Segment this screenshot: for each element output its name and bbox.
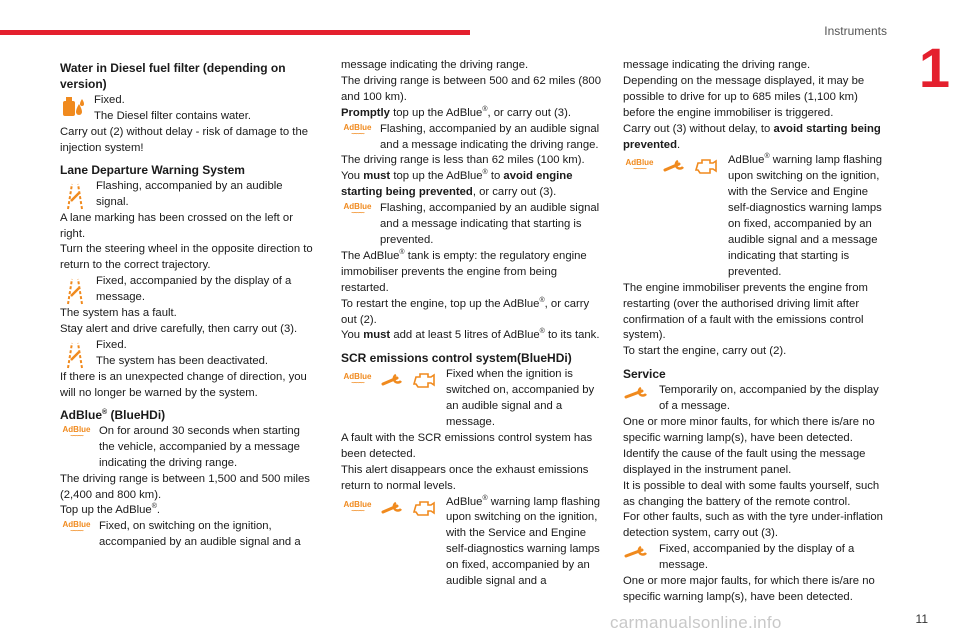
adblue-lamp-row-1: [60, 424, 318, 472]
text: One or more minor faults, for which there is/are no specific warning lamp(s), have been detected.: [623, 416, 875, 444]
text: Stay alert and drive carefully, then carry out (3).: [60, 323, 298, 336]
scr-lamp-row-1: [341, 367, 605, 431]
text: AdBlue: [625, 158, 654, 168]
service-wrench-icon: [380, 500, 406, 516]
service-wrench-icon: [623, 544, 653, 560]
water-lamp-row: [60, 93, 318, 125]
text: Fixed, accompanied by the display of a message.: [659, 543, 855, 572]
text: To start the engine, carry out (2).: [623, 345, 787, 358]
text: AdBlue: [62, 520, 91, 530]
text: For other faults, such as with the tyre under-inflation detection system, carry out (3).: [623, 511, 883, 540]
adblue-icon: [623, 159, 656, 173]
text: AdBlue: [62, 424, 91, 434]
adblue-icon: [341, 501, 374, 515]
text: ~~~~~: [70, 529, 83, 536]
text: On for around 30 seconds when starting the vehicle, accompanied by a message indicating the driving range.: [99, 424, 300, 469]
text: ~~~~~: [70, 433, 83, 440]
text: Identify the cause of the fault using the message displayed in the instrument panel.: [623, 447, 866, 476]
text: AdBlue: [343, 372, 372, 382]
text: The system has a fault.: [60, 307, 177, 320]
text: Flashing, accompanied by an audible signal and a message indicating the driving range.: [380, 122, 600, 151]
text: AdBlue: [343, 499, 372, 509]
text: One or more major faults, for which there is/are no specific warning lamp(s), have been detected.: [623, 575, 875, 603]
text: ~~~~~: [351, 211, 364, 218]
adblue-icon: [60, 426, 93, 440]
text: ~~~~~: [351, 381, 364, 388]
service-wrench-icon: [380, 372, 406, 388]
text: Flashing, accompanied by an audible signal and a message indicating that starting is prevented.: [380, 202, 600, 246]
engine-icon: [412, 497, 440, 519]
lane-lamp-row-3: [60, 338, 318, 370]
text: You must add at least 5 litres of AdBlue® to its tank.: [341, 328, 600, 342]
section-title: Instruments: [824, 24, 887, 38]
text: Flashing, accompanied by an audible signal.: [96, 179, 283, 208]
adblue-lamp-row-5: [623, 153, 887, 280]
scr-lamp-row-2: [341, 495, 605, 590]
service-wrench-icon: [623, 385, 653, 401]
text: ~~~~~: [351, 508, 364, 515]
watermark: carmanualsonline.info: [610, 613, 782, 632]
text: AdBlue: [343, 202, 372, 212]
text: ~~~~~: [633, 167, 646, 174]
text: The driving range is less than 62 miles (100 km).: [341, 154, 585, 167]
text: AdBlue: [60, 407, 102, 422]
text: The AdBlue® tank is empty: the regulatory engine immobiliser prevents the engine from being restarted.: [341, 249, 587, 294]
adblue-lamp-row-3: [341, 122, 605, 154]
lane-departure-icon: [60, 276, 90, 306]
text: Carry out (2) without delay - risk of damage to the injection system!: [60, 125, 309, 154]
text: This alert disappears once the exhaust emissions return to normal levels.: [341, 463, 589, 492]
text: A lane marking has been crossed on the left or right.: [60, 211, 293, 240]
adblue-icon: [341, 124, 374, 138]
chapter-number: 1: [918, 36, 950, 99]
text: If there is an unexpected change of direction, you will no longer be warned by the system.: [60, 371, 307, 399]
text: Fixed.: [94, 94, 125, 106]
text: The engine immobiliser prevents the engine from restarting (over the authorised driving limit after confirmation of a fault with the emissions control system).: [623, 281, 868, 342]
header-accent-bar: [0, 30, 470, 35]
lane-heading: Lane Departure Warning System: [60, 162, 245, 177]
adblue-lamp-row-2: [60, 519, 318, 551]
text: The system has been deactivated.: [96, 354, 269, 367]
adblue-lamp-row-4: [341, 201, 605, 249]
text: It is possible to deal with some faults yourself, such as changing the battery of the remote control.: [623, 479, 880, 508]
text: Fixed, on switching on the ignition, accompanied by an audible signal and a: [99, 520, 301, 549]
service-heading: Service: [623, 367, 666, 382]
page-number: 11: [915, 612, 928, 626]
adblue-icon: [60, 521, 93, 535]
text: ~~~~~: [351, 131, 364, 138]
column-3: [623, 58, 887, 606]
text: Carry out (3) without delay, to avoid starting being prevented.: [623, 122, 881, 151]
service-lamp-row-1: [623, 383, 887, 415]
text: The driving range is between 500 and 62 miles (800 and 100 km).: [341, 74, 601, 103]
text: AdBlue: [343, 122, 372, 132]
text: To restart the engine, top up the AdBlue®, or carry out (2).: [341, 296, 590, 326]
adblue-icon: [341, 203, 374, 217]
text: AdBlue® warning lamp flashing upon switching on the ignition, with the Service and Engine self-diagnostics warning lamps on fixed, accompanied by an audible signal and a: [446, 494, 601, 588]
text: message indicating the driving range.: [623, 59, 811, 71]
text: (BlueHDi): [107, 407, 166, 422]
text: Temporarily on, accompanied by the display of a message.: [659, 384, 879, 413]
text: Turn the steering wheel in the opposite direction to return to the correct trajectory.: [60, 243, 313, 272]
engine-icon: [694, 155, 722, 177]
column-2: [341, 58, 605, 590]
text: message indicating the driving range.: [341, 59, 529, 71]
adblue-icon: [341, 373, 374, 387]
engine-icon: [412, 369, 440, 391]
column-1: [60, 58, 318, 551]
lane-lamp-row-1: [60, 179, 318, 211]
text: Promptly top up the AdBlue®, or carry out (3).: [341, 105, 571, 119]
text: Top up the AdBlue®.: [60, 503, 161, 517]
text: Fixed when the ignition is switched on, accompanied by an audible signal and a message.: [446, 368, 595, 429]
text: Fixed.: [96, 339, 127, 352]
text: A fault with the SCR emissions control system has been detected.: [341, 431, 593, 460]
service-lamp-row-2: [623, 542, 887, 574]
text: Depending on the message displayed, it may be possible to drive for up to 685 miles (1,100 km) before the engine immobiliser is triggered.: [623, 74, 865, 119]
text: The driving range is between 1,500 and 500 miles (2,400 and 800 km).: [60, 472, 310, 501]
lane-lamp-row-2: [60, 274, 318, 306]
lane-departure-icon: [60, 340, 90, 370]
water-in-fuel-icon: [60, 95, 88, 119]
service-wrench-icon: [662, 158, 688, 174]
text: Fixed, accompanied by the display of a message.: [96, 275, 292, 304]
text: AdBlue® warning lamp flashing upon switching on the ignition, with the Service and Engine self-diagnostics warning lamps on fixed, accompanied by an audible signal and a message indicating that starting is prevented.: [728, 153, 883, 278]
scr-heading: SCR emissions control system(BlueHDi): [341, 351, 572, 366]
adblue-heading: AdBlue® (BlueHDi): [60, 407, 166, 422]
text: The Diesel filter contains water.: [94, 109, 251, 122]
water-heading: Water in Diesel fuel filter (depending on version): [60, 61, 286, 91]
lane-departure-icon: [60, 181, 90, 211]
text: You must top up the AdBlue® to avoid engine starting being prevented, or carry out (3).: [341, 169, 573, 199]
